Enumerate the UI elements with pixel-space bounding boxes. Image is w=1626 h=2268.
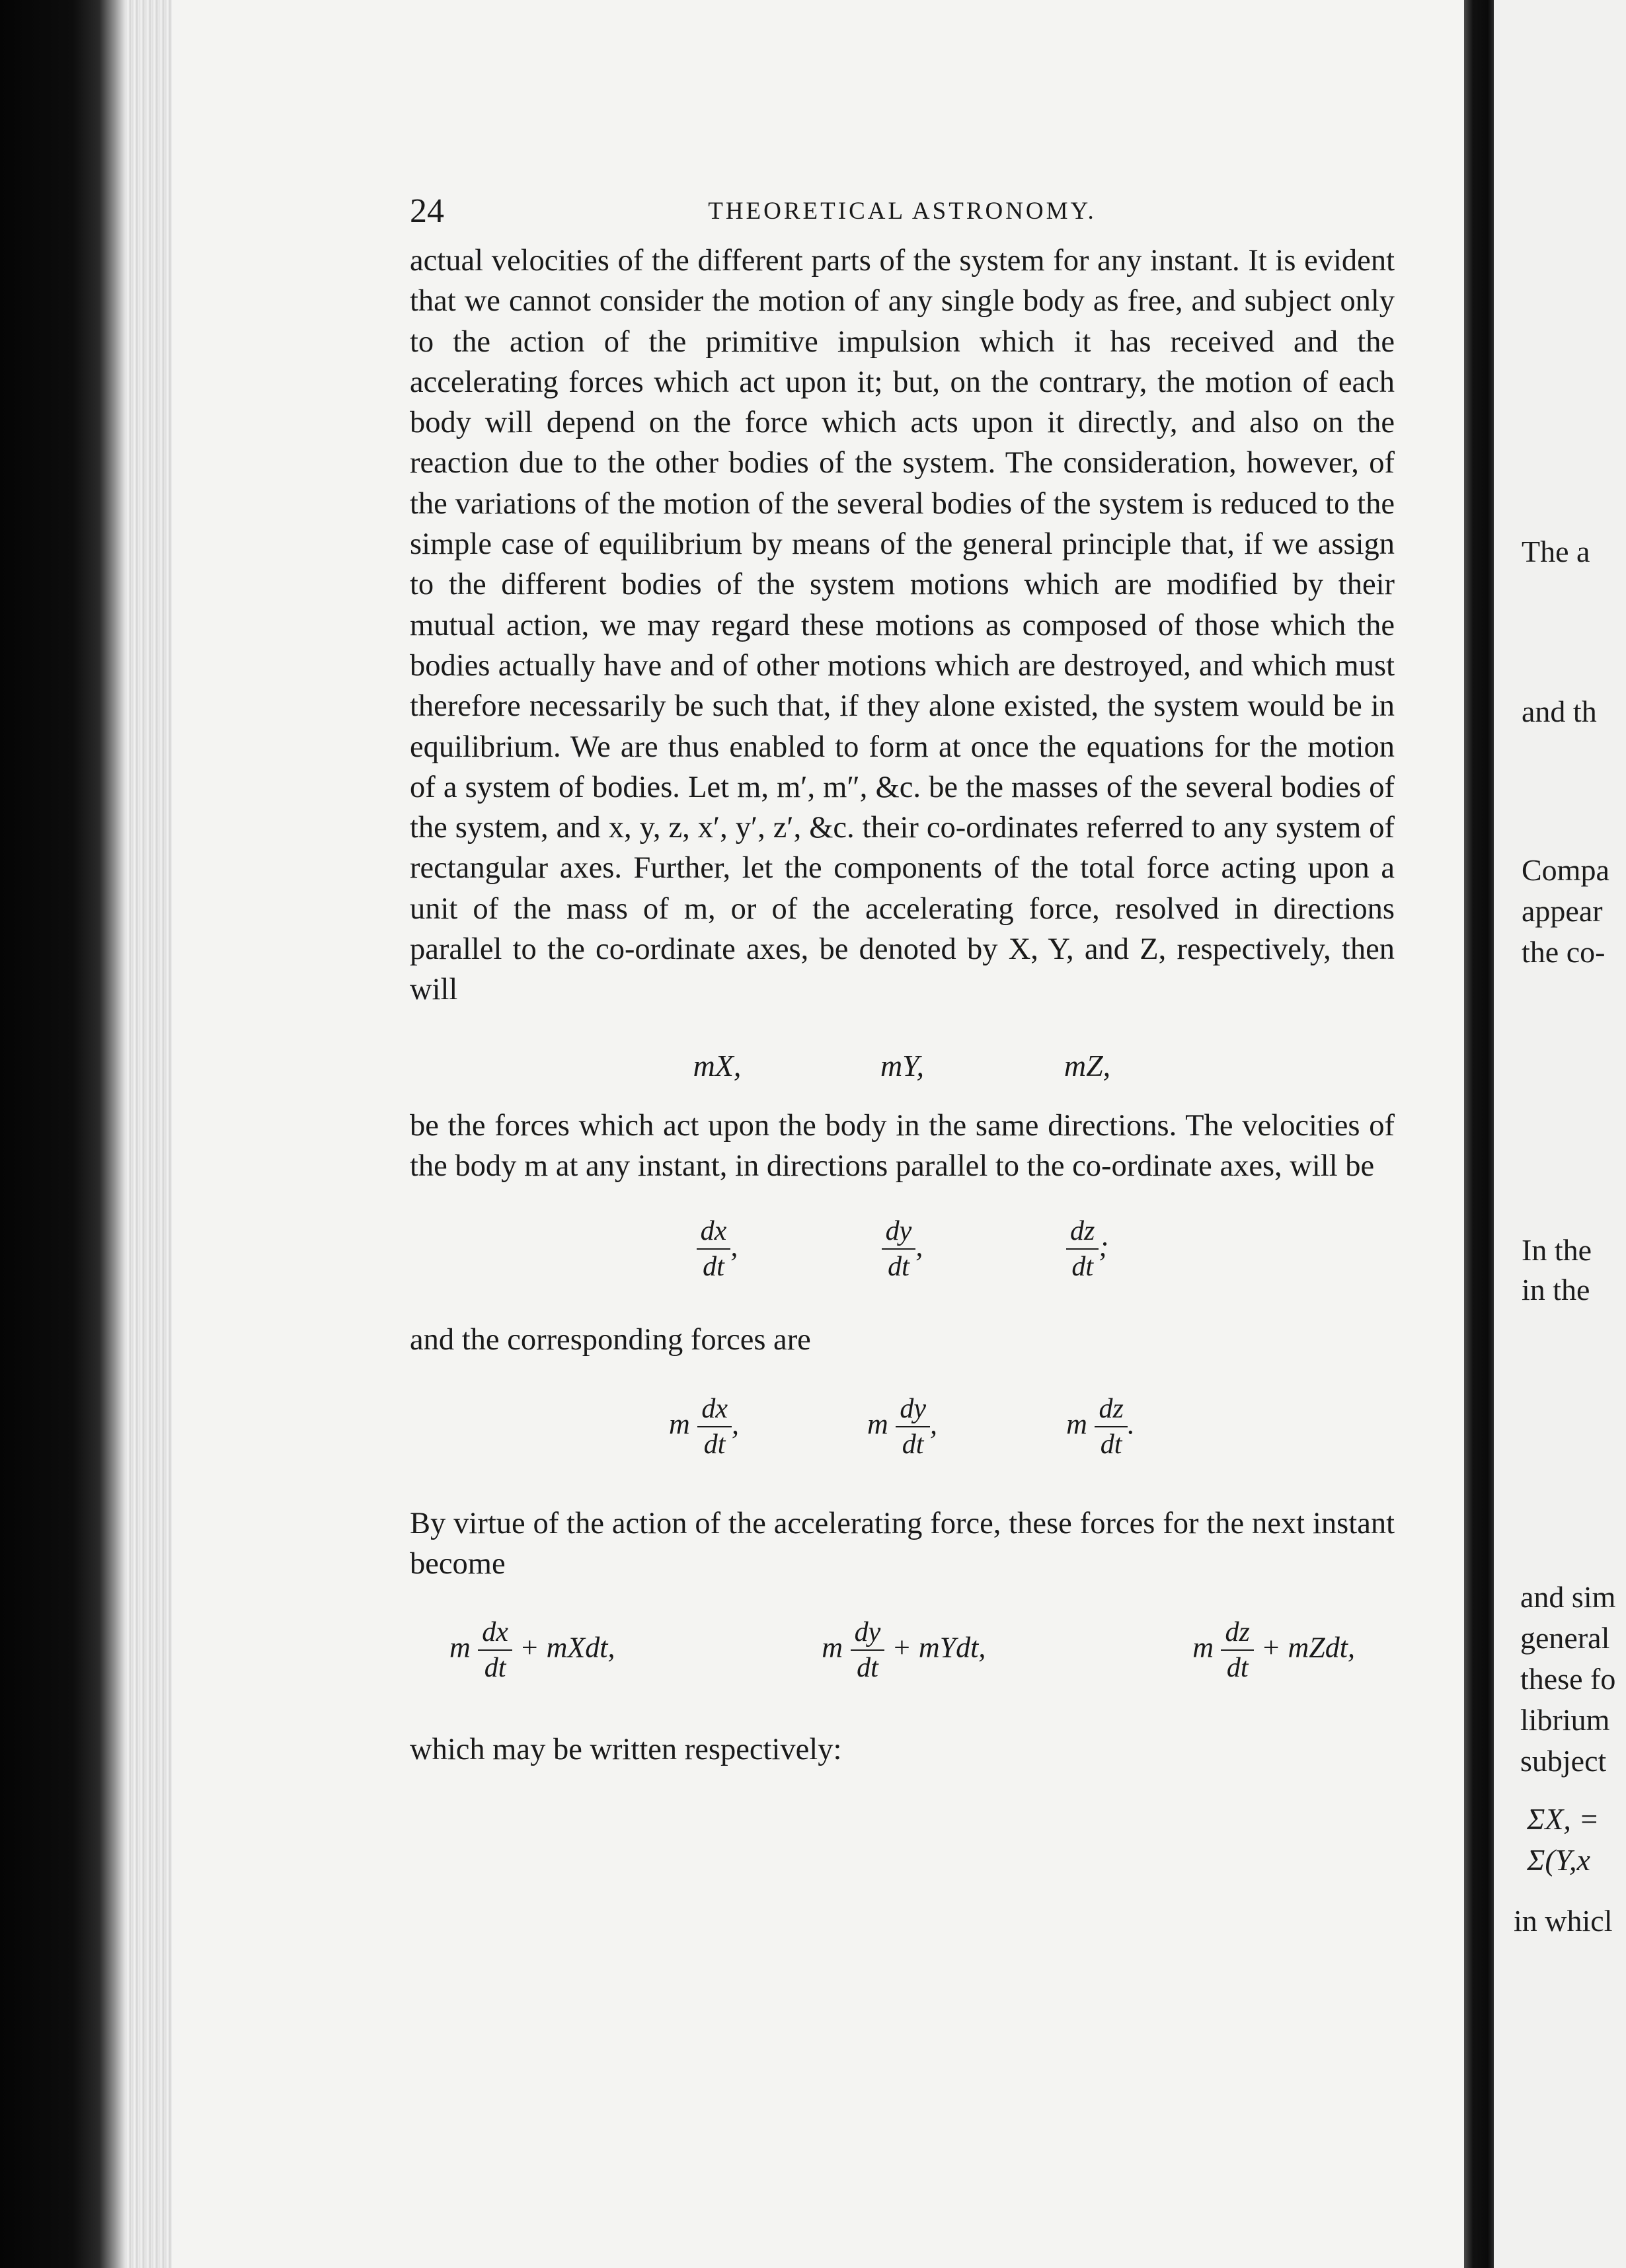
equation-velocities bbox=[410, 1199, 1395, 1299]
equation-term: mZ, bbox=[1064, 1049, 1111, 1083]
equation-next-instant bbox=[410, 1597, 1395, 1703]
mass-symbol: m bbox=[1192, 1631, 1214, 1664]
punctuation: , bbox=[929, 1408, 937, 1441]
adjacent-line: these fo bbox=[1520, 1662, 1616, 1696]
numerator: dz bbox=[1221, 1616, 1253, 1651]
adjacent-line: Σ(Y,x bbox=[1527, 1843, 1590, 1877]
mass-symbol: m bbox=[449, 1631, 471, 1664]
page-edge-stack bbox=[126, 0, 172, 2268]
adjacent-page-fragment bbox=[1494, 0, 1626, 2268]
adjacent-line: in the bbox=[1522, 1273, 1590, 1306]
adjacent-line: general bbox=[1520, 1621, 1610, 1655]
denominator: dt bbox=[484, 1653, 506, 1684]
denominator: dt bbox=[857, 1653, 878, 1684]
paragraph-4: By virtue of the action of the accelerating force, these forces for the next instant become bbox=[410, 1506, 1395, 1581]
adjacent-line: In the bbox=[1522, 1233, 1592, 1267]
adjacent-line: appear bbox=[1522, 894, 1603, 928]
fraction bbox=[1221, 1616, 1253, 1684]
numerator: dx bbox=[697, 1215, 731, 1250]
equation-term: mY, bbox=[880, 1049, 925, 1083]
adjacent-line: librium bbox=[1520, 1703, 1610, 1737]
adjacent-line: ΣX, = bbox=[1527, 1802, 1600, 1836]
paragraph-3: and the corresponding forces are bbox=[410, 1323, 811, 1357]
paragraph-1: actual velocities of the different parts of the system for any instant. It is evident that we cannot consider the motion of any single body as free, and subject only to the action of the primitive impulsion which it has received and the accelerating forces which act upon it; but, on the contrary, the motion of each body will depend on the force which acts upon it directly, and also on the reaction due to the other bodies of the system. The consideration, however, of the variations of the motion of the several bodies of the system is reduced to the simple case of equilibrium by means of the general principle that, if we assign to the different bodies of the system motions which are modified by their mutual action, we may regard these motions as composed of those which the bodies actually have and of other motions which are destroyed, and which must therefore necessarily be such that, if they alone existed, the system would be in equilibrium. We are thus enabled to form at once the equations for the motion of a system of bodies. Let m, m′, m″, &c. be the masses of the several bodies of the system, and x, y, z, x′, y′, z′, &c. their co-ordinates referred to any system of rectangular axes. Further, let the components of the total force acting upon a unit of the mass of m, or of the accelerating force, resolved in directions parallel to the co-ordinate axes, be denoted by X, Y, and Z, respectively, then will bbox=[410, 244, 1395, 1007]
running-title: THEORETICAL ASTRONOMY. bbox=[708, 198, 1097, 225]
numerator: dx bbox=[697, 1393, 732, 1427]
numerator: dz bbox=[1066, 1215, 1099, 1250]
fraction bbox=[896, 1393, 930, 1460]
adjacent-line: and th bbox=[1522, 695, 1597, 728]
numerator: dy bbox=[851, 1616, 885, 1651]
equation-forces-momentum bbox=[410, 1374, 1395, 1480]
numerator: dy bbox=[882, 1215, 916, 1250]
denominator: dt bbox=[902, 1429, 924, 1460]
punctuation: , bbox=[731, 1408, 739, 1441]
punctuation: . bbox=[1127, 1408, 1135, 1441]
adjacent-line: and sim bbox=[1520, 1580, 1616, 1614]
adjacent-line: The a bbox=[1522, 535, 1590, 568]
denominator: dt bbox=[1226, 1653, 1249, 1684]
equation-tail: + mXdt, bbox=[512, 1631, 615, 1664]
equation-term bbox=[995, 1215, 1180, 1283]
paragraph-5: which may be written respectively: bbox=[410, 1733, 842, 1767]
mass-symbol: m bbox=[867, 1408, 888, 1441]
book-gutter bbox=[1464, 0, 1494, 2268]
equation-forces bbox=[410, 1026, 1395, 1106]
adjacent-line: in whicl bbox=[1514, 1904, 1613, 1938]
numerator: dx bbox=[478, 1616, 512, 1651]
denominator: dt bbox=[888, 1252, 910, 1283]
denominator: dt bbox=[1071, 1252, 1093, 1283]
numerator: dy bbox=[896, 1393, 930, 1427]
fraction bbox=[1095, 1393, 1127, 1460]
fraction bbox=[851, 1616, 885, 1684]
punctuation: , bbox=[915, 1230, 923, 1263]
scan-left-edge bbox=[0, 0, 126, 2268]
paragraph-2: be the forces which act upon the body in the same directions. The velocities of the body m at any instant, in directions parallel to the co-ordinate axes, will be bbox=[410, 1108, 1395, 1183]
equation-term bbox=[1192, 1616, 1355, 1684]
adjacent-line: the co- bbox=[1522, 935, 1606, 969]
punctuation: ; bbox=[1099, 1230, 1108, 1263]
running-head bbox=[410, 192, 1395, 238]
equation-tail: + mZdt, bbox=[1253, 1631, 1355, 1664]
equation-term bbox=[810, 1215, 995, 1283]
mass-symbol: m bbox=[822, 1631, 843, 1664]
mass-symbol: m bbox=[1066, 1408, 1087, 1441]
denominator: dt bbox=[703, 1252, 724, 1283]
numerator: dz bbox=[1095, 1393, 1127, 1427]
fraction bbox=[697, 1393, 732, 1460]
adjacent-line: subject bbox=[1520, 1744, 1607, 1778]
page-number: 24 bbox=[410, 192, 444, 230]
mass-symbol: m bbox=[669, 1408, 690, 1441]
equation-term bbox=[605, 1393, 803, 1460]
equation-term bbox=[822, 1616, 986, 1684]
equation-term bbox=[625, 1215, 810, 1283]
book-page bbox=[410, 192, 1395, 1770]
equation-tail: + mYdt, bbox=[884, 1631, 986, 1664]
denominator: dt bbox=[703, 1429, 726, 1460]
adjacent-line: Compa bbox=[1522, 853, 1609, 887]
equation-term bbox=[803, 1393, 1001, 1460]
denominator: dt bbox=[1100, 1429, 1122, 1460]
fraction bbox=[1066, 1215, 1099, 1283]
fraction bbox=[697, 1215, 731, 1283]
fraction bbox=[882, 1215, 916, 1283]
equation-term bbox=[1001, 1393, 1200, 1460]
fraction bbox=[478, 1616, 512, 1684]
equation-term: mX, bbox=[693, 1049, 742, 1083]
equation-term bbox=[449, 1616, 615, 1684]
punctuation: , bbox=[730, 1230, 738, 1263]
